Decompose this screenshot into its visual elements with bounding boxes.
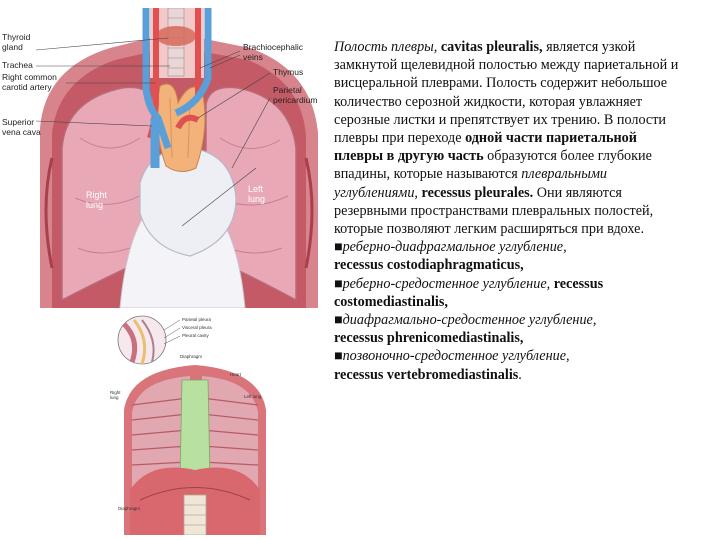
description-text xyxy=(334,38,686,384)
label-visceral-pleura: Visceral pleura xyxy=(182,325,212,330)
recess-item-1 xyxy=(334,238,686,274)
recess-1-ru: реберно-диафрагмальное углубление, xyxy=(342,239,567,256)
recess-3-ru: диафрагмально-средостенное углубление, xyxy=(342,312,597,329)
emphasis-parietal-transition: одной части париетальной плевры в другую часть xyxy=(334,130,637,165)
recess-item-3 xyxy=(334,311,686,347)
paragraph-text-3: Они являются резервными пространствами плевральных полостей, которые позволяют легким расширяться при вдохе. xyxy=(334,184,654,238)
recess-item-4 xyxy=(334,347,686,383)
bullet-mark: ■ xyxy=(334,348,343,365)
recess-item-2 xyxy=(334,275,686,311)
label-heart-small: Heart xyxy=(230,372,242,377)
label-thymus: Thymus xyxy=(273,67,304,77)
bullet-mark: ■ xyxy=(334,275,343,292)
pleura-section-figure xyxy=(110,310,280,535)
main-paragraph xyxy=(334,38,686,238)
paragraph-text-1: является узкой замкнутой щелевидной полостью между париетальной и висцеральной плеврами. Полость содержит небольшое количество серозной жидкости, которая увлажняет серозные листки и препятствует их трению. В полости плевры при переходе xyxy=(334,39,679,147)
recess-4-end: . xyxy=(518,366,522,383)
label-pleural-cavity: Pleural cavity xyxy=(182,333,209,338)
recess-4-ru: позвоночно-средостенное углубление, xyxy=(342,348,570,365)
label-brachiocephalic: Brachiocephalic veins xyxy=(243,42,304,62)
paragraph-text-2: образуются более глубокие впадины, которые называются xyxy=(334,148,652,183)
recess-3-latin: recessus phrenicomediastinalis, xyxy=(334,330,524,347)
bullet-mark: ■ xyxy=(334,312,343,329)
label-left-lung: Left lung xyxy=(248,184,266,204)
recess-1-latin: recessus costodiaphragmaticus, xyxy=(334,257,524,274)
recess-2-ru: реберно-средостенное углубление, xyxy=(342,275,551,292)
label-carotid: Right common carotid artery xyxy=(2,72,57,92)
label-thyroid: Thyroid gland xyxy=(2,32,31,52)
term-pleural-recesses-ru: плевральными углублениями, xyxy=(334,166,607,201)
thorax-anatomy-figure xyxy=(0,8,330,308)
label-parietal-pleura: Parietal pleura xyxy=(182,317,212,322)
bullet-mark: ■ xyxy=(334,239,343,256)
recess-2-latin: recessus costomediastinalis, xyxy=(334,275,604,310)
label-svc: Superior vena cava xyxy=(2,117,41,137)
label-diaphragm-top: Diaphragm xyxy=(180,354,203,359)
term-recessus-pleurales: recessus pleurales. xyxy=(417,184,534,201)
pleura-illustration xyxy=(110,310,280,535)
label-right-lung: Right lung xyxy=(86,190,108,210)
label-trachea: Trachea xyxy=(2,60,33,70)
term-pleural-cavity-ru: Полость плевры, xyxy=(334,39,438,55)
label-left-lung-small: Left lung xyxy=(244,394,262,399)
label-right-lung-small: Right lung xyxy=(110,390,121,400)
term-cavitas-pleuralis: cavitas pleuralis, xyxy=(437,39,543,55)
recess-4-latin: recessus vertebromediastinalis xyxy=(334,366,519,383)
label-diaphragm-bottom: Diaphragm xyxy=(118,506,141,511)
label-parietal-pericardium: Parietal pericardium xyxy=(273,85,318,105)
